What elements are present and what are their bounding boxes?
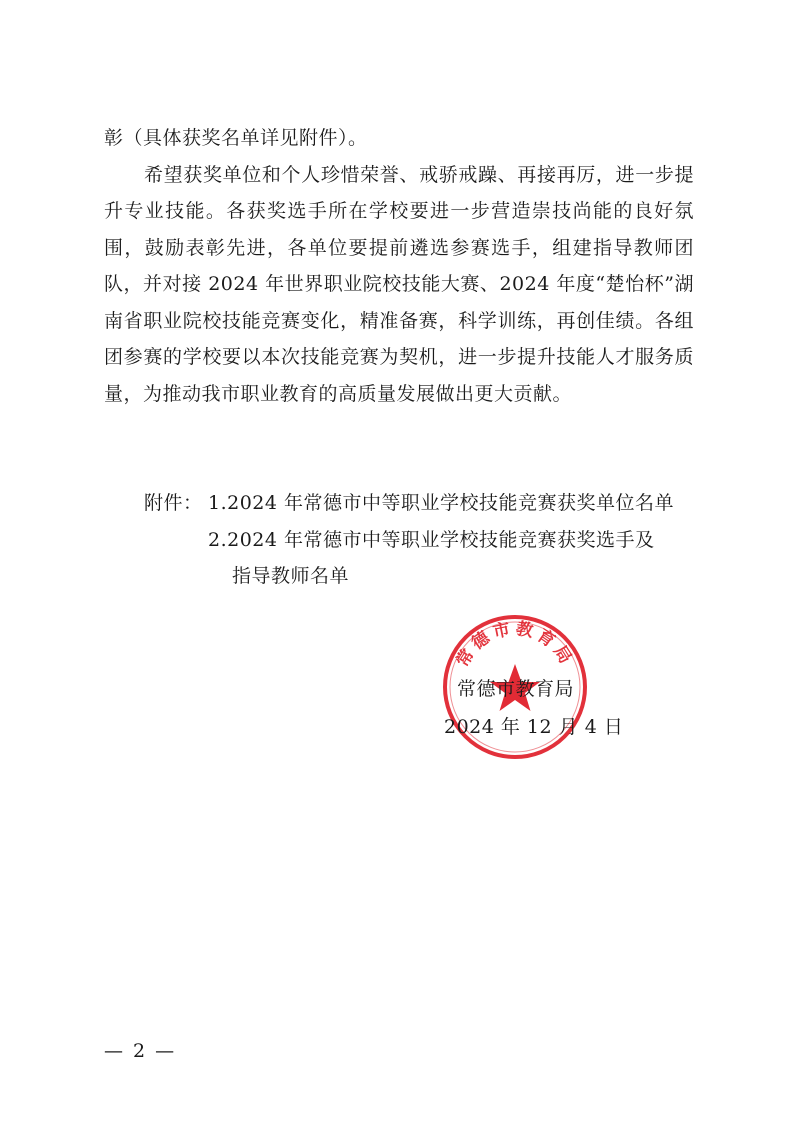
paragraph-hope: 希望获奖单位和个人珍惜荣誉、戒骄戒躁、再接再厉，进一步提升专业技能。各获奖选手所在学校要进一步营造崇技尚能的良好氛围，鼓励表彰先进，各单位要提前遴选参赛选手，组建指导教师团队，并对接 2024 年世界职业院校技能大赛、2024 年度“楚怡杯”湖南省职业院校技能竞赛变化，精准备赛，科学训练，再创佳绩。各组团参赛的学校要以本次技能竞赛为契机，进一步提升技能人才服务质量，为推动我市职业教育的高质量发展做出更大贡献。 [104, 163, 694, 405]
seal-text: 常德市教育局 [452, 618, 578, 671]
attachment-item-2-continued[interactable]: 指导教师名单 [232, 565, 350, 587]
attachment-row-1 [144, 485, 704, 522]
attachments-list [144, 485, 704, 595]
page-number: — 2 — [104, 1040, 177, 1062]
issue-date: 2024 年 12 月 4 日 [444, 716, 624, 738]
issuing-organization: 常德市教育局 [457, 678, 575, 700]
document-body [104, 120, 694, 412]
attachments-label: 附件： [144, 492, 203, 514]
attachment-item-2[interactable]: 2.2024 年常德市中等职业学校技能竞赛获奖选手及 [208, 528, 655, 551]
attachment-item-1[interactable]: 1.2024 年常德市中等职业学校技能竞赛获奖单位名单 [208, 492, 675, 514]
paragraph-continuation: 彰（具体获奖名单详见附件）。 [104, 127, 368, 149]
